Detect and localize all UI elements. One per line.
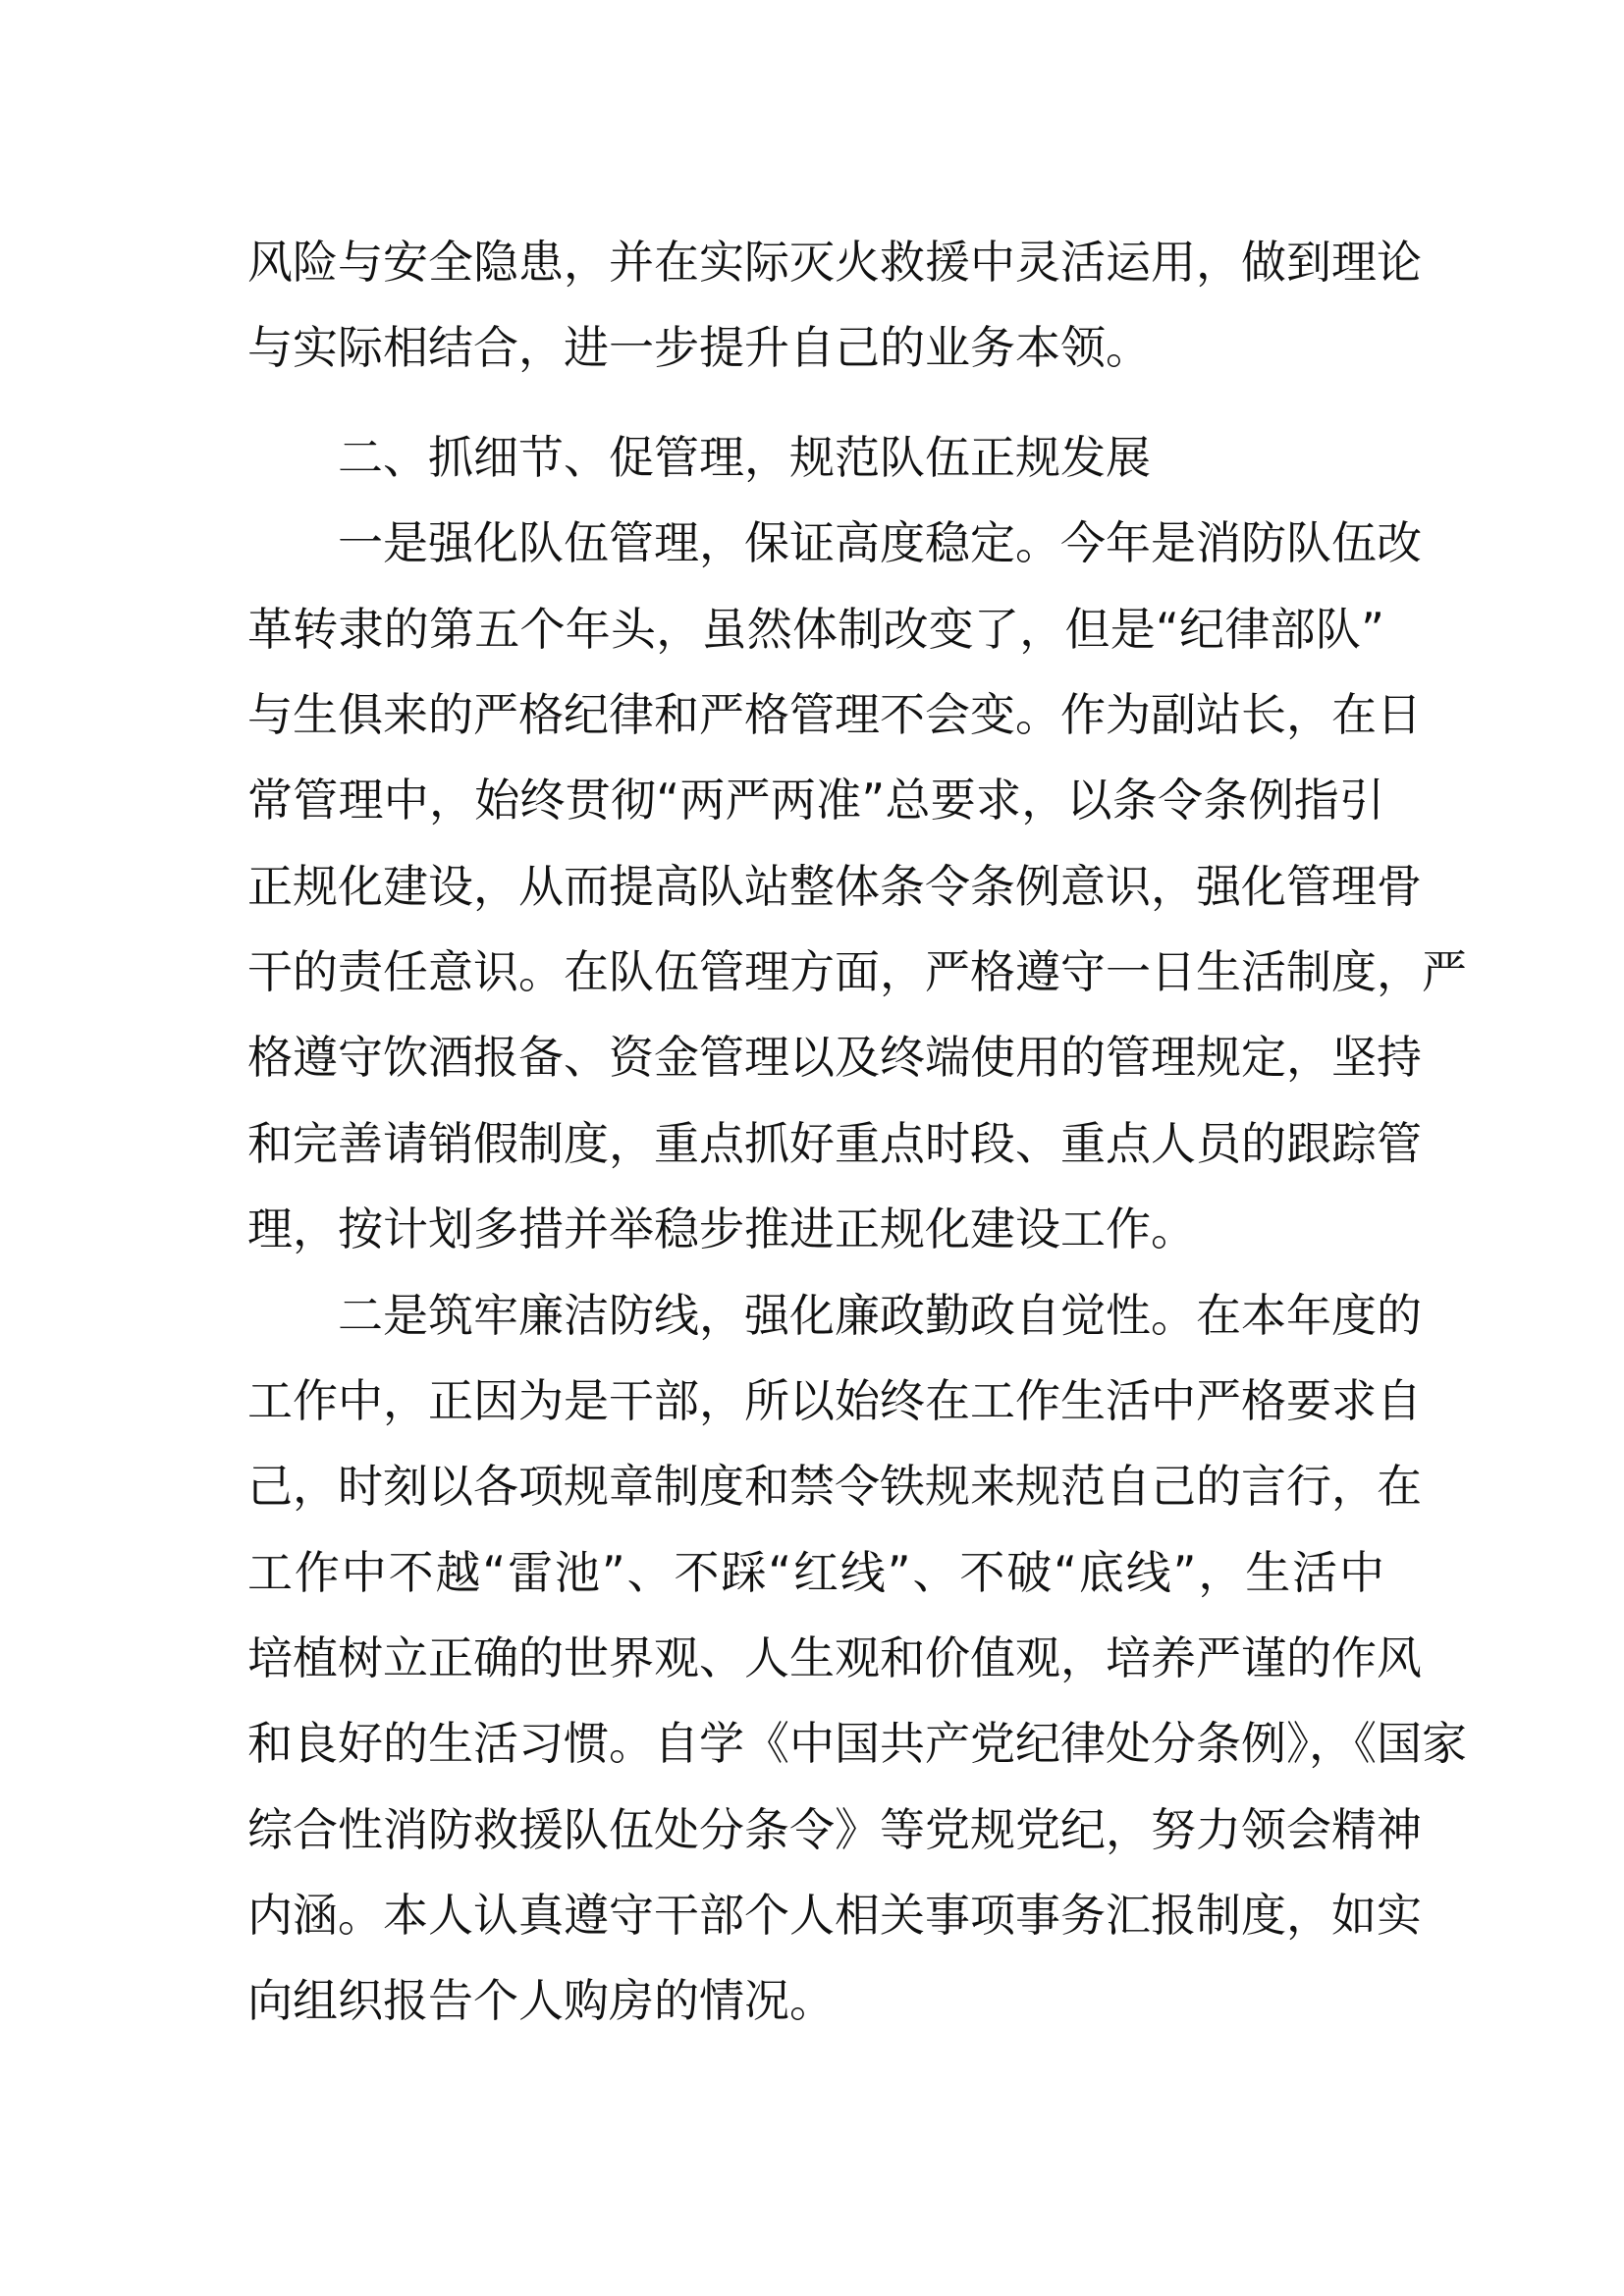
paragraph-line: 二是筑牢廉洁防线，强化廉政勤政自觉性。在本年度的 (338, 1288, 1422, 1342)
paragraph-line: 理，按计划多措并举稳步推进正规化建设工作。 (247, 1202, 1196, 1256)
paragraph-line: 工作中不越“雷池”、不踩“红线”、不破“底线”，生活中 (247, 1545, 1384, 1599)
paragraph-line: 与生俱来的严格纪律和严格管理不会变。作为副站长，在日 (247, 688, 1422, 742)
paragraph-line: 一是强化队伍管理，保证高度稳定。今年是消防队伍改 (338, 516, 1422, 570)
paragraph-line: 常管理中，始终贯彻“两严两准”总要求，以条令条例指引 (247, 774, 1384, 828)
paragraph-line: 正规化建设，从而提高队站整体条令条例意识，强化管理骨 (247, 859, 1422, 913)
paragraph-line: 工作中，正因为是干部，所以始终在工作生活中严格要求自 (247, 1373, 1422, 1427)
paragraph-line: 风险与安全隐患，并在实际灭火救援中灵活运用，做到理论 (247, 236, 1422, 289)
paragraph-line: 格遵守饮酒报备、资金管理以及终端使用的管理规定，坚持 (247, 1031, 1422, 1085)
paragraph-line: 和完善请销假制度，重点抓好重点时段、重点人员的跟踪管 (247, 1116, 1422, 1170)
paragraph-line: 与实际相结合，进一步提升自己的业务本领。 (247, 321, 1151, 375)
paragraph-line: 内涵。本人认真遵守干部个人相关事项事务汇报制度，如实 (247, 1888, 1422, 1942)
paragraph-line: 向组织报告个人购房的情况。 (247, 1974, 835, 2028)
paragraph-line: 和良好的生活习惯。自学《中国共产党纪律处分条例》，《国家 (247, 1717, 1467, 1771)
paragraph-line: 培植树立正确的世界观、人生观和价值观，培养严谨的作风 (247, 1630, 1422, 1684)
paragraph-line: 干的责任意识。在队伍管理方面，严格遵守一日生活制度，严 (247, 945, 1467, 999)
section-heading: 二、抓细节、促管理，规范队伍正规发展 (338, 431, 1151, 484)
paragraph-line: 革转隶的第五个年头，虽然体制改变了，但是“纪律部队” (247, 602, 1384, 656)
paragraph-line: 己，时刻以各项规章制度和禁令铁规来规范自己的言行，在 (247, 1460, 1422, 1514)
paragraph-line: 综合性消防救援队伍处分条令》等党规党纪，努力领会精神 (247, 1802, 1422, 1856)
